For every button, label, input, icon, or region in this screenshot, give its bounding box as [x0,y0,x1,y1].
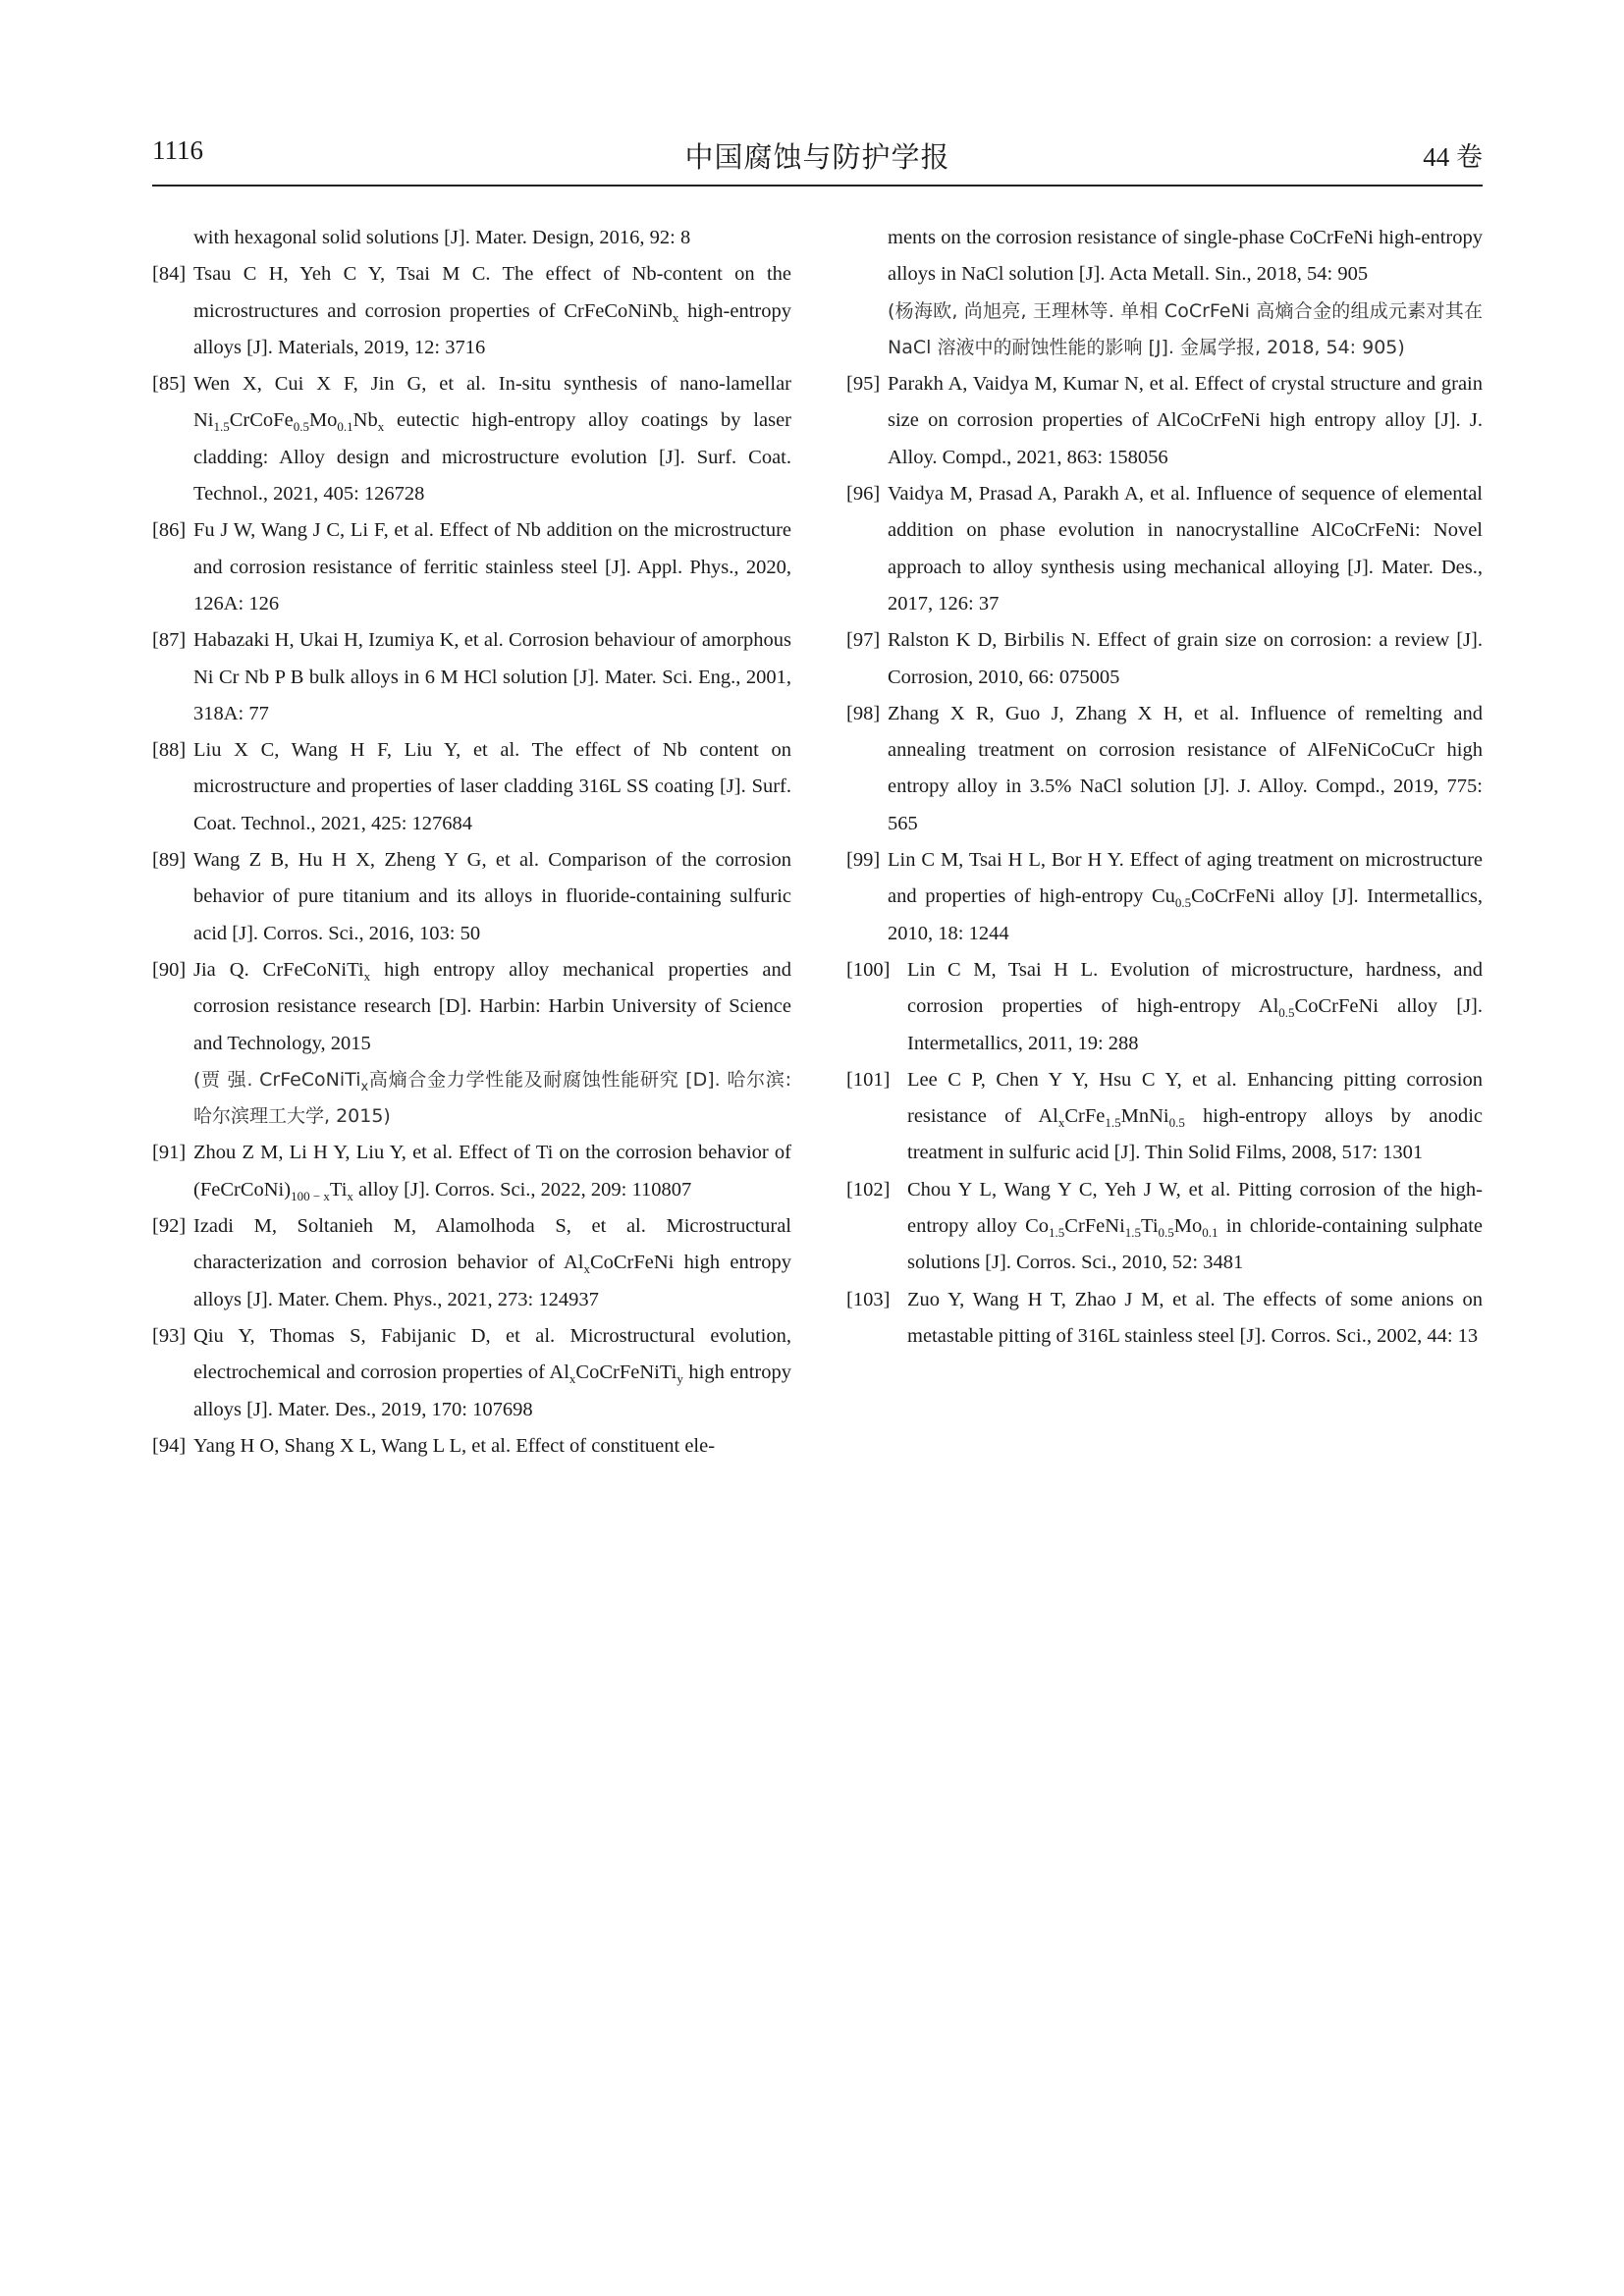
reference-number: [96] [846,483,881,506]
volume-label: 44 卷 [1423,142,1483,172]
reference-number: [102] [846,1178,891,1201]
reference-continuation: ments on the corrosion resistance of single-phase CoCrFeNi high-entropy alloys in NaCl solution [J]. Acta Metall. Sin., 2018, 54: 905 (杨海欧, 尚旭亮, 王理林等. 单相 CoCrFeNi 高熵合金的组成元素对其在 NaCl 溶液中的耐蚀性能的影响 [J]. 金属学报, 2018, 54: 905) [846,220,1483,366]
reference-87: [87] Habazaki H, Ukai H, Izumiya K, et al. Corrosion behaviour of amorphous Ni Cr Nb P B bulk alloys in 6 M HCl solution [J]. Mater. Sci. Eng., 2001, 318A: 77 [152,622,791,732]
reference-103: [103] Zuo Y, Wang H T, Zhao J M, et al. The effects of some anions on metastable pitting of 316L stainless steel [J]. Corros. Sci., 2002, 44: 13 [846,1282,1483,1356]
page-number: 1116 [152,135,203,165]
reference-101: [101] Lee C P, Chen Y Y, Hsu C Y, et al. Enhancing pitting corrosion resistance of $Al_xCrFe_{1.5}MnNi_{0.5}$ high-entropy alloys by anodic treatment in sulfuric acid [J]. Thin Solid Films, 2008, 517: 1301 [846,1062,1483,1172]
reference-100: [100] Lin C M, Tsai H L. Evolution of microstructure, hardness, and corrosion properties of high-entropy $Al_{0.5}CoCrFeNi$ alloy [J]. Intermetallics, 2011, 19: 288 [846,952,1483,1062]
reference-number: [92] [152,1215,187,1238]
reference-99: [99] Lin C M, Tsai H L, Bor H Y. Effect of aging treatment on microstructure and properties of high-entropy $Cu_{0.5}CoCrFeNi$ alloy [J]. Intermetallics, 2010, 18: 1244 [846,842,1483,952]
reference-97: [97] Ralston K D, Birbilis N. Effect of grain size on corrosion: a review [J]. Corrosion, 2010, 66: 075005 [846,622,1483,696]
reference-number: [91] [152,1142,187,1164]
reference-number: [88] [152,739,187,762]
reference-number: [95] [846,373,881,396]
reference-number: [86] [152,519,187,542]
reference-continuation: with hexagonal solid solutions [J]. Mater. Design, 2016, 92: 8 [193,227,691,248]
reference-number: [100] [846,958,891,981]
reference-number: [101] [846,1068,891,1091]
reference-85: [85] Wen X, Cui X F, Jin G, et al. In-situ synthesis of nano-lamellar $Ni_{1.5}CrCoFe_{0.5}Mo_{0.1}Nb_x$ eutectic high-entropy alloy coatings by laser cladding: Alloy design and microstructure evolution [J]. Surf. Coat. Technol., 2021, 405: 126728 [152,366,791,512]
chinese-translation: (贾 强. CrFeCoNiTi$_x$高熵合金力学性能及耐腐蚀性能研究 [D]. 哈尔滨: 哈尔滨理工大学, 2015) [193,1068,792,1128]
reference-number: [85] [152,373,187,396]
reference-number: [93] [152,1324,187,1347]
reference-number: [84] [152,263,187,286]
chinese-translation: (杨海欧, 尚旭亮, 王理林等. 单相 CoCrFeNi 高熵合金的组成元素对其在 NaCl 溶液中的耐蚀性能的影响 [J]. 金属学报, 2018, 54: 905) [888,299,1483,358]
journal-title: 中国腐蚀与防护学报 [684,140,950,174]
reference-number: [99] [846,849,881,872]
reference-number: [89] [152,849,187,872]
reference-93: [93] Qiu Y, Thomas S, Fabijanic D, et al. Microstructural evolution, electrochemical and corrosion properties of $Al_xCoCrFeNiTi_y$ high entropy alloys [J]. Mater. Des., 2019, 170: 107698 [152,1318,791,1428]
reference-91: [91] Zhou Z M, Li H Y, Liu Y, et al. Effect of Ti on the corrosion behavior of $(FeCrCoNi)_{100 - x}Ti_x$ alloy [J]. Corros. Sci., 2022, 209: 110807 [152,1135,791,1208]
references-left-column [152,220,791,1465]
reference-95: [95] Parakh A, Vaidya M, Kumar N, et al. Effect of crystal structure and grain size on corrosion properties of AlCoCrFeNi high entropy alloy [J]. J. Alloy. Compd., 2021, 863: 158056 [846,366,1483,476]
reference-98: [98] Zhang X R, Guo J, Zhang X H, et al. Influence of remelting and annealing treatment on corrosion resistance of AlFeNiCoCuCr high entropy alloy in 3.5% NaCl solution [J]. J. Alloy. Compd., 2019, 775: 565 [846,696,1483,842]
reference-88: [88] Liu X C, Wang H F, Liu Y, et al. The effect of Nb content on microstructure and properties of laser cladding 316L SS coating [J]. Surf. Coat. Technol., 2021, 425: 127684 [152,732,791,842]
reference-94: [94] Yang H O, Shang X L, Wang L L, et al. Effect of constituent ele- [152,1428,791,1465]
reference-86: [86] Fu J W, Wang J C, Li F, et al. Effect of Nb addition on the microstructure and corrosion resistance of ferritic stainless steel [J]. Appl. Phys., 2020, 126A: 126 [152,512,791,622]
reference-84: [84] Tsau C H, Yeh C Y, Tsai M C. The effect of Nb-content on the microstructures and corrosion properties of CrFeCoNiNb$_x$ high-entropy alloys [J]. Materials, 2019, 12: 3716 [152,256,791,366]
reference-number: [94] [152,1434,187,1457]
reference-number: [97] [846,629,881,652]
reference-96: [96] Vaidya M, Prasad A, Parakh A, et al. Influence of sequence of elemental addition on phase evolution in nanocrystalline AlCoCrFeNi: Novel approach to alloy synthesis using mechanical alloying [J]. Mater. Des., 2017, 126: 37 [846,476,1483,622]
reference-number: [103] [846,1288,891,1310]
reference-102: [102] Chou Y L, Wang Y C, Yeh J W, et al. Pitting corrosion of the high-entropy alloy $Co_{1.5}CrFeNi_{1.5}Ti_{0.5}Mo_{0.1}$ in chloride-containing sulphate solutions [J]. Corros. Sci., 2010, 52: 3481 [846,1172,1483,1282]
header-rule [152,185,1483,187]
references-right-column [846,220,1483,1355]
reference-number: [90] [152,958,187,981]
reference-92: [92] Izadi M, Soltanieh M, Alamolhoda S, et al. Microstructural characterization and corrosion behavior of $Al_xCoCrFeNi$ high entropy alloys [J]. Mater. Chem. Phys., 2021, 273: 124937 [152,1208,791,1318]
reference-90: [90] Jia Q. CrFeCoNiTi$_x$ high entropy alloy mechanical properties and corrosion resistance research [D]. Harbin: Harbin University of Science and Technology, 2015 (贾 强. CrFeCoNiTi$_x$高熵合金力学性能及耐腐蚀性能研究 [D]. 哈尔滨: 哈尔滨理工大学, 2015) [152,952,791,1135]
reference-number: [98] [846,702,881,724]
reference-89: [89] Wang Z B, Hu H X, Zheng Y G, et al. Comparison of the corrosion behavior of pure titanium and its alloys in fluoride-containing sulfuric acid [J]. Corros. Sci., 2016, 103: 50 [152,842,791,952]
reference-number: [87] [152,629,187,652]
page-header [152,135,1483,185]
